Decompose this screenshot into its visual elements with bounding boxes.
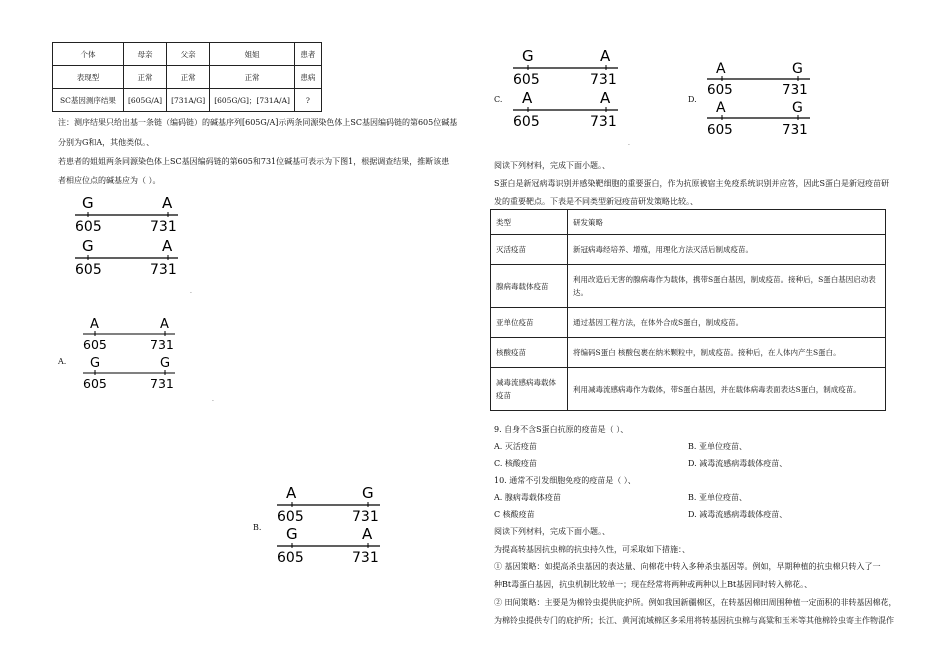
position-605-label: 605	[83, 376, 107, 391]
position-605-label: 605	[75, 262, 102, 278]
table-row	[491, 265, 886, 308]
position-731-label: 731	[590, 72, 617, 88]
question-10-option-d[interactable]: D. 减毒流感病毒载体疫苗、	[688, 510, 788, 519]
table-header-row	[53, 43, 322, 66]
table-cell: 通过基因工程方法，在体外合成S蛋白，制成疫苗。	[568, 308, 886, 338]
position-605-label: 605	[277, 550, 304, 566]
material-intro: 为提高转基因抗虫棉的抗虫持久性，可采取如下措施：、	[494, 545, 690, 554]
position-731-label: 731	[150, 376, 174, 391]
allele-731-top: G	[362, 484, 374, 502]
table-note-line-2: 分别为G和A，其他类似。、	[58, 138, 155, 147]
position-605-label: 605	[513, 72, 540, 88]
question-stem-line-2: 者相应位点的碱基应为（ ）。	[58, 176, 161, 185]
table-cell: 正常	[167, 66, 210, 89]
allele-605-bottom: A	[716, 100, 726, 116]
option-d-label[interactable]: D.	[688, 95, 697, 104]
allele-605-top: A	[286, 484, 297, 502]
question-9-option-a[interactable]: A. 灭活疫苗	[494, 442, 537, 451]
figure-1-diagram	[70, 190, 185, 280]
family-sequencing-table	[52, 42, 322, 112]
allele-605-bottom: A	[522, 89, 533, 107]
table-cell: 个体	[53, 43, 124, 66]
position-605-label: 605	[707, 122, 733, 138]
table-cell: 研发策略	[568, 210, 886, 235]
allele-605-top: G	[522, 47, 534, 65]
table-cell: [605G/A]	[124, 89, 167, 112]
table-cell: 父亲	[167, 43, 210, 66]
question-9-stem: 9. 自身不含S蛋白抗原的疫苗是（ ）、	[494, 425, 629, 434]
strategy-2-line-2: 为棉铃虫提供专门的庇护所；长江、黄河流域棉区多采用将转基因抗虫棉与高粱和玉米等其他棉铃虫寄主作物混作	[494, 616, 894, 625]
allele-605-top: A	[716, 61, 726, 77]
table-cell: 利用改造后无害的腺病毒作为载体，携带S蛋白基因，制成疫苗。接种后，S蛋白基因启动表达。	[568, 265, 886, 308]
option-c-label[interactable]: C.	[494, 95, 503, 104]
reading-instruction: 阅读下列材料，完成下面小题。、	[494, 527, 610, 536]
table-cell: [605G/G]；[731A/A]	[210, 89, 295, 112]
option-a-diagram[interactable]	[80, 314, 180, 394]
allele-731-top: A	[600, 47, 611, 65]
vaccine-strategy-table	[490, 209, 886, 411]
table-cell: SC基因测序结果	[53, 89, 124, 112]
question-stem-line-1: 若患者的姐姐两条同源染色体上SC基因编码链的第605和731位碱基可表示为下图1，根据调查结果，推断该患	[58, 157, 450, 166]
table-cell: 核酸疫苗	[491, 338, 568, 368]
table-cell: 减毒流感病毒载体疫苗	[491, 368, 568, 411]
table-cell: ?	[294, 89, 321, 112]
option-d-diagram[interactable]	[702, 58, 817, 138]
strategy-2-line-1: ② 田间策略：主要是为棉铃虫提供庇护所。例如我国新疆棉区，在转基因棉田周围种植一定面积的非转基因棉花，	[494, 598, 897, 607]
allele-731-bottom: A	[362, 525, 373, 543]
table-cell: 亚单位疫苗	[491, 308, 568, 338]
table-cell: 姐姐	[210, 43, 295, 66]
allele-605-bottom: G	[82, 237, 94, 255]
strategy-1-line-1: ① 基因策略：如提高杀虫基因的表达量、向棉花中转入多种杀虫基因等。例如，早期种植的抗虫棉只转入了一	[494, 562, 881, 571]
table-cell: 患者	[294, 43, 321, 66]
table-cell: 新冠病毒经培养、增殖，用理化方法灭活后制成疫苗。	[568, 235, 886, 265]
position-731-label: 731	[782, 82, 808, 98]
table-cell: [731A/G]	[167, 89, 210, 112]
table-row	[53, 66, 322, 89]
position-605-label: 605	[75, 219, 102, 235]
allele-731-bottom: A	[162, 237, 173, 255]
table-cell: 类型	[491, 210, 568, 235]
question-9-option-b[interactable]: B. 亚单位疫苗、	[688, 442, 747, 451]
table-row	[53, 89, 322, 112]
strategy-1-line-2: 种Bt毒蛋白基因，抗虫机制比较单一；现在经常将两种或两种以上Bt基因同时转入棉花。、	[494, 580, 813, 589]
table-cell: 表现型	[53, 66, 124, 89]
question-9-option-c[interactable]: C. 核酸疫苗	[494, 459, 537, 468]
question-10-stem: 10. 通常不引发细胞免疫的疫苗是（ ）、	[494, 476, 636, 485]
allele-731-top: A	[162, 194, 173, 212]
table-cell: 患病	[294, 66, 321, 89]
position-605-label: 605	[513, 114, 540, 130]
allele-731-top: G	[792, 61, 803, 77]
option-b-label[interactable]: B.	[253, 523, 262, 532]
material-paragraph-line-2: 发的重要靶点。下表是不同类型新冠疫苗研发策略比较。、	[494, 197, 698, 206]
option-a-label[interactable]: A.	[58, 357, 67, 366]
material-paragraph-line-1: S蛋白是新冠病毒识别并感染靶细胞的重要蛋白，作为抗原被宿主免疫系统识别并应答，因此S蛋白是新冠疫苗研	[494, 179, 889, 188]
table-row	[491, 235, 886, 265]
allele-731-bottom: A	[600, 89, 611, 107]
table-cell: 腺病毒载体疫苗	[491, 265, 568, 308]
question-10-option-c[interactable]: C 核酸疫苗	[494, 510, 535, 519]
position-605-label: 605	[707, 82, 733, 98]
allele-605-top: A	[90, 317, 99, 332]
position-731-label: 731	[352, 550, 379, 566]
reading-instruction: 阅读下列材料，完成下面小题。、	[494, 161, 610, 170]
position-731-label: 731	[150, 219, 177, 235]
table-row	[491, 368, 886, 411]
position-731-label: 731	[352, 509, 379, 525]
option-b-diagram[interactable]	[272, 482, 387, 567]
position-731-label: 731	[782, 122, 808, 138]
table-cell: 将编码S蛋白 核酸包裹在纳米颗粒中，制成疫苗。接种后，在人体内产生S蛋白。	[568, 338, 886, 368]
allele-605-bottom: G	[286, 525, 298, 543]
position-605-label: 605	[277, 509, 304, 525]
table-cell: 正常	[210, 66, 295, 89]
question-10-option-b[interactable]: B. 亚单位疫苗、	[688, 493, 747, 502]
table-cell: 母亲	[124, 43, 167, 66]
question-10-option-a[interactable]: A. 腺病毒载体疫苗	[494, 493, 561, 502]
option-c-diagram[interactable]	[508, 45, 623, 133]
position-731-label: 731	[590, 114, 617, 130]
position-731-label: 731	[150, 337, 174, 352]
position-731-label: 731	[150, 262, 177, 278]
table-header-row	[491, 210, 886, 235]
allele-605-bottom: G	[90, 356, 101, 371]
table-note-line-1: 注：测序结果只给出基一条链（编码链）的碱基序列[605G/A]示两条同源染色体上SC基因编码链的第605位碱基	[58, 118, 458, 127]
question-9-option-d[interactable]: D. 减毒流感病毒载体疫苗、	[688, 459, 788, 468]
allele-605-top: G	[82, 194, 94, 212]
table-row	[491, 308, 886, 338]
position-605-label: 605	[83, 337, 107, 352]
table-cell: 灭活疫苗	[491, 235, 568, 265]
table-cell: 利用减毒流感病毒作为载体，带S蛋白基因，并在载体病毒表面表达S蛋白，制成疫苗。	[568, 368, 886, 411]
table-cell: 正常	[124, 66, 167, 89]
allele-731-top: A	[160, 317, 169, 332]
table-row	[491, 338, 886, 368]
allele-731-bottom: G	[792, 100, 803, 116]
allele-731-bottom: G	[160, 356, 171, 371]
